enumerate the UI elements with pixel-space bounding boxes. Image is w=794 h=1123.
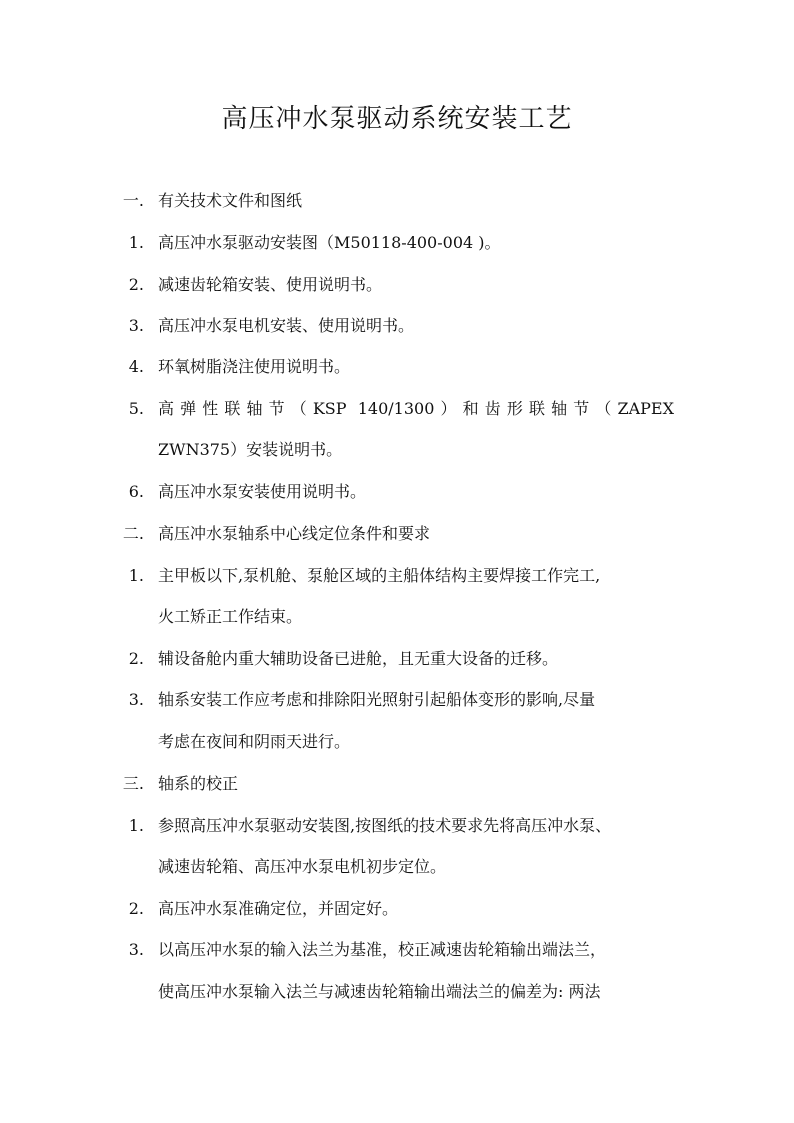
section-title: 有关技术文件和图纸 — [158, 191, 303, 210]
item-text: 辅设备舱内重大辅助设备已进舱，且无重大设备的迁移。 — [158, 649, 559, 668]
item-text: 减速齿轮箱、高压冲水泵电机初步定位。 — [158, 857, 447, 876]
item-number: 3. — [128, 316, 144, 335]
item-text: 高压冲水泵准确定位，并固定好。 — [158, 899, 399, 918]
item-number: 4. — [128, 357, 144, 376]
item-number: 3. — [128, 690, 144, 709]
item-number: 2. — [128, 899, 144, 918]
item-text: 高压冲水泵驱动安装图（M50118-400-004 )。 — [158, 233, 501, 252]
item-text: 高压冲水泵电机安装、使用说明书。 — [158, 316, 415, 335]
item-text: 轴系安装工作应考虑和排除阳光照射引起船体变形的影响,尽量 — [158, 690, 596, 709]
item-text: ZWN375）安装说明书。 — [158, 440, 343, 459]
item-text: 高弹性联轴节（KSP 140/1300）和齿形联轴节（ZAPEX — [158, 399, 674, 418]
item-number: 2. — [128, 649, 144, 668]
item-number: 2. — [128, 275, 144, 294]
item-text: 使高压冲水泵输入法兰与减速齿轮箱输出端法兰的偏差为: 两法 — [158, 982, 601, 1001]
item-text: 参照高压冲水泵驱动安装图,按图纸的技术要求先将高压冲水泵、 — [158, 816, 612, 835]
section-number: 二. — [122, 524, 144, 543]
item-number: 3. — [128, 940, 144, 959]
item-text: 高压冲水泵安装使用说明书。 — [158, 482, 367, 501]
item-number: 5. — [128, 399, 144, 418]
item-number: 6. — [128, 482, 144, 501]
section-number: 三. — [122, 774, 144, 793]
item-text: 主甲板以下,泵机舱、泵舱区域的主船体结构主要焊接工作完工, — [158, 566, 601, 585]
item-text: 环氧树脂浇注使用说明书。 — [158, 357, 351, 376]
section-title: 高压冲水泵轴系中心线定位条件和要求 — [158, 524, 431, 543]
item-number: 1. — [128, 233, 144, 252]
item-number: 1. — [128, 566, 144, 585]
item-text: 考虑在夜间和阴雨天进行。 — [158, 732, 351, 751]
item-number: 1. — [128, 816, 144, 835]
item-text: 以高压冲水泵的输入法兰为基准，校正减速齿轮箱输出端法兰， — [158, 940, 607, 959]
item-text: 火工矫正工作结束。 — [158, 607, 303, 626]
section-title: 轴系的校正 — [158, 774, 239, 793]
item-text: 减速齿轮箱安装、使用说明书。 — [158, 275, 383, 294]
section-number: 一. — [122, 191, 144, 210]
document-title: 高压冲水泵驱动系统安装工艺 — [221, 104, 573, 134]
